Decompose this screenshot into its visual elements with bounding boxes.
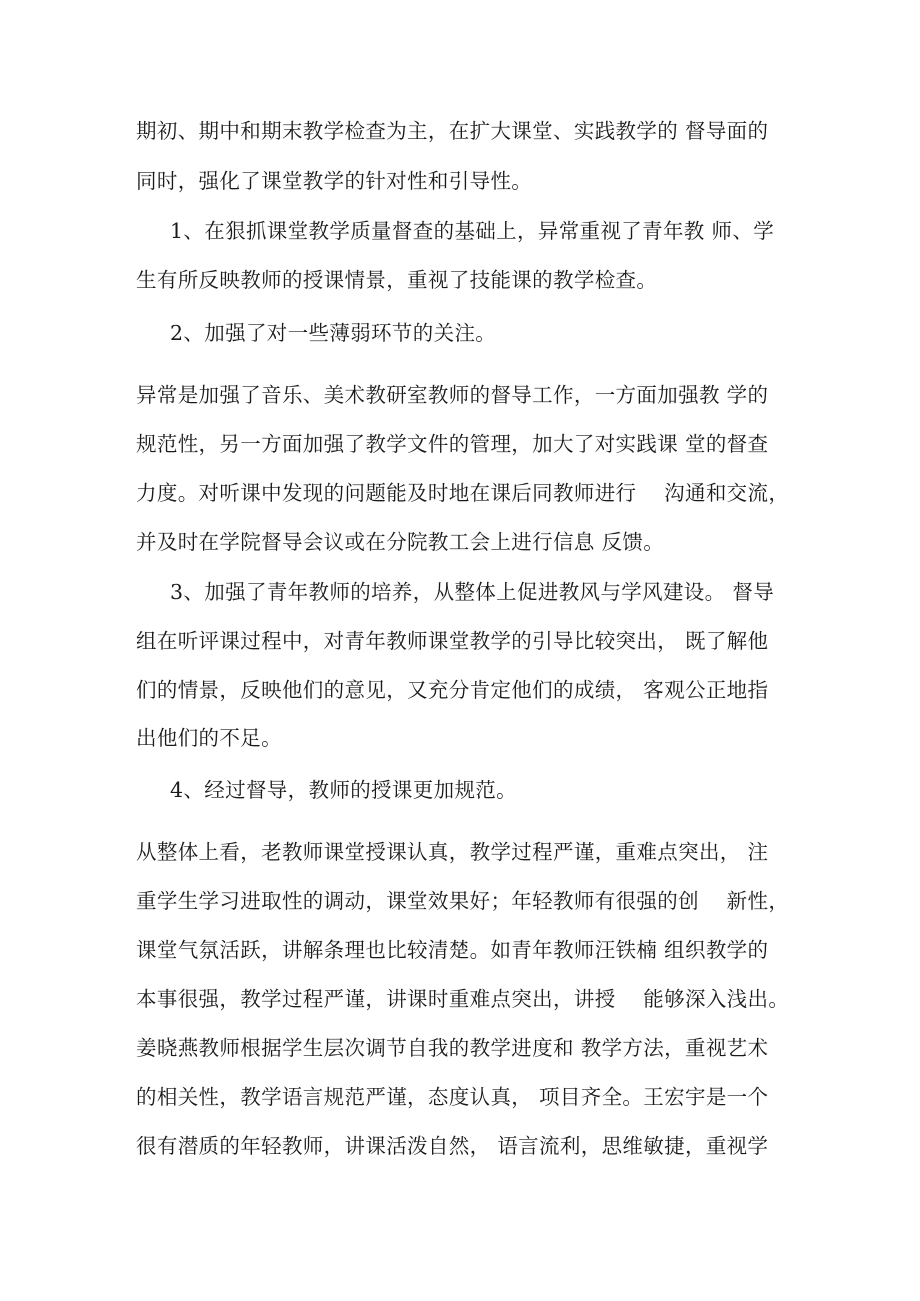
text-line: 很有潜质的年轻教师，讲课活泼自然， 语言流利，思维敏捷，重视学 bbox=[136, 1134, 769, 1158]
text-line: 生有所反映教师的授课情景，重视了技能课的教学检查。 bbox=[136, 268, 658, 292]
text-line: 从整体上看，老教师课堂授课认真，教学过程严谨，重难点突出， 注 bbox=[136, 840, 769, 864]
paragraph-1-heading: 1、在狠抓课堂教学质量督查的基础上，异常重视了青年教 师、学 bbox=[170, 219, 775, 243]
text-line: 课堂气氛活跃，讲解条理也比较清楚。如青年教师汪铁楠 组织教学的 bbox=[136, 938, 769, 962]
paragraph-4-heading: 4、经过督导，教师的授课更加规范。 bbox=[170, 778, 517, 802]
text-line: 姜晓燕教师根据学生层次调节自我的教学进度和 教学方法，重视艺术 bbox=[136, 1036, 769, 1060]
text-line: 重学生学习进取性的调动，课堂效果好；年轻教师有很强的创 新性， bbox=[136, 889, 790, 913]
text-line: 出他们的不足。 bbox=[136, 726, 282, 750]
text-line: 规范性，另一方面加强了教学文件的管理，加大了对实践课 堂的督查 bbox=[136, 432, 769, 456]
text-line: 力度。对听课中发现的问题能及时地在课后同教师进行 沟通和交流， bbox=[136, 481, 790, 505]
text-line: 们的情景，反映他们的意见，又充分肯定他们的成绩， 客观公正地指 bbox=[136, 678, 769, 702]
text-line: 组在听评课过程中，对青年教师课堂教学的引导比较突出， 既了解他 bbox=[136, 629, 769, 653]
text-line: 异常是加强了音乐、美术教研室教师的督导工作，一方面加强教 学的 bbox=[136, 383, 769, 407]
paragraph-3-heading: 3、加强了青年教师的培养，从整体上促进教风与学风建设。 督导 bbox=[170, 580, 775, 604]
text-line: 的相关性，教学语言规范严谨，态度认真， 项目齐全。王宏宇是一个 bbox=[136, 1085, 769, 1109]
paragraph-2-heading: 2、加强了对一些薄弱环节的关注。 bbox=[170, 321, 497, 345]
text-line: 同时，强化了课堂教学的针对性和引导性。 bbox=[136, 169, 533, 193]
text-line: 本事很强，教学过程严谨，讲课时重难点突出，讲授 能够深入浅出。 bbox=[136, 987, 790, 1011]
text-line: 并及时在学院督导会议或在分院教工会上进行信息 反馈。 bbox=[136, 530, 665, 554]
text-line: 期初、期中和期末教学检查为主，在扩大课堂、实践教学的 督导面的 bbox=[136, 119, 769, 143]
